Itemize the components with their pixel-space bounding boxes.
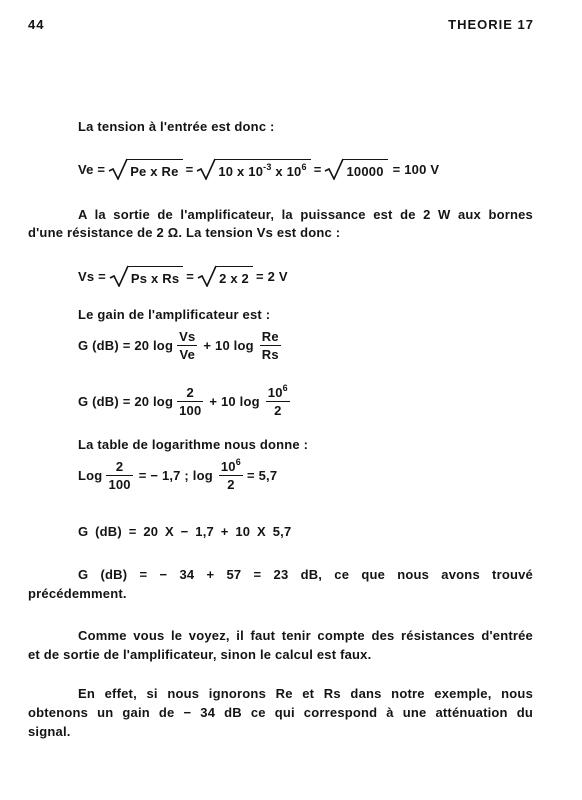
radical-sign-icon	[109, 265, 129, 287]
radicand: Pe x Re	[127, 159, 182, 180]
radicand: 10000	[343, 159, 387, 180]
para-result-line2: précédemment.	[28, 586, 127, 601]
para-effet-line3: signal.	[28, 724, 71, 739]
fraction-10e6-2	[219, 458, 243, 493]
radicand: 2 x 2	[216, 266, 253, 287]
para-effet-line1: En effet, si nous ignorons Re et Rs dans notre exemple, nous	[78, 686, 533, 701]
radicand	[215, 159, 310, 180]
eq-log-mid: = − 1,7 ; log	[138, 468, 213, 483]
radicand-part: x 10	[271, 164, 302, 179]
denominator: Ve	[179, 347, 196, 362]
numerator: Vs	[179, 329, 196, 344]
sqrt-10000	[324, 158, 387, 180]
para-result-line1: G (dB) = − 34 + 57 = 23 dB, ce que nous avons trouvé	[78, 567, 533, 582]
sqrt-2x2	[197, 265, 253, 287]
numerator: 2	[177, 384, 203, 402]
gain-intro: Le gain de l'amplificateur est :	[78, 307, 271, 322]
eq-g2-mid: + 10 log	[209, 394, 260, 409]
running-title: THEORIE 17	[448, 17, 534, 32]
numerator	[219, 458, 243, 476]
numerator	[266, 384, 290, 402]
eq-ve-lhs: Ve =	[78, 161, 106, 177]
eq-vs-result: = 2 V	[256, 268, 288, 284]
equation-ve	[78, 158, 439, 180]
denominator: 2	[274, 403, 282, 418]
exponent: 6	[301, 162, 307, 172]
numerator-base: 10	[220, 459, 236, 474]
eq-log-result: = 5,7	[246, 468, 278, 483]
para-comme-line1: Comme vous le voyez, il faut tenir compte des résistances d'entrée	[78, 628, 533, 643]
numerator: 2	[106, 458, 132, 476]
denominator: Rs	[261, 347, 279, 362]
numerator: Re	[261, 329, 279, 344]
intro-text: La tension à l'entrée est donc :	[78, 119, 275, 134]
fraction-re-rs	[260, 328, 281, 363]
eq-log-label: Log	[78, 468, 103, 483]
equation-gain-1	[78, 328, 285, 363]
eq-ve-eq1: =	[185, 161, 194, 177]
equation-log	[78, 458, 277, 493]
radical-sign-icon	[197, 265, 217, 287]
equation-gain-3: G (dB) = 20 X − 1,7 + 10 X 5,7	[78, 524, 292, 539]
fraction-vs-ve	[177, 328, 197, 363]
page-number: 44	[28, 17, 45, 32]
para-comme-line2: et de sortie de l'amplificateur, sinon le calcul est faux.	[28, 647, 372, 662]
eq-g1-mid: + 10 log	[203, 338, 254, 353]
exponent: 6	[282, 383, 288, 393]
exponent: -3	[263, 162, 272, 172]
eq-ve-result: = 100 V	[392, 161, 440, 177]
sqrt-ps-rs	[109, 265, 183, 287]
fraction-2-100	[177, 384, 203, 419]
numerator-base: 10	[267, 385, 283, 400]
radical-sign-icon	[108, 158, 128, 180]
denominator: 2	[227, 477, 235, 492]
para-amp-line2: d'une résistance de 2 Ω. La tension Vs est donc :	[28, 225, 341, 240]
exponent: 6	[235, 457, 241, 467]
radicand-part: 10 x 10	[218, 164, 264, 179]
fraction-10e6-2	[266, 384, 290, 419]
radicand: Ps x Rs	[128, 266, 183, 287]
denominator: 100	[108, 477, 131, 492]
sqrt-product	[196, 158, 310, 180]
eq-vs-eq1: =	[186, 268, 195, 284]
equation-vs	[78, 265, 288, 287]
para-amp-line1-text: A la sortie de l'amplificateur, la puissance est de 2 W aux bornes	[78, 207, 533, 222]
equation-gain-2	[78, 384, 294, 419]
sqrt-pe-re	[108, 158, 182, 180]
denominator: 100	[179, 403, 202, 418]
fraction-2-100	[106, 458, 132, 493]
eq-ve-eq2: =	[313, 161, 322, 177]
radical-sign-icon	[324, 158, 344, 180]
para-amp-line1	[78, 207, 533, 222]
radical-sign-icon	[196, 158, 216, 180]
eq-g1-lhs: G (dB) = 20 log	[78, 338, 174, 353]
para-effet-line2: obtenons un gain de − 34 dB ce qui correspond à une atténuation du	[28, 705, 533, 720]
eq-vs-lhs: Vs =	[78, 268, 106, 284]
eq-g2-lhs: G (dB) = 20 log	[78, 394, 174, 409]
table-intro: La table de logarithme nous donne :	[78, 437, 309, 452]
